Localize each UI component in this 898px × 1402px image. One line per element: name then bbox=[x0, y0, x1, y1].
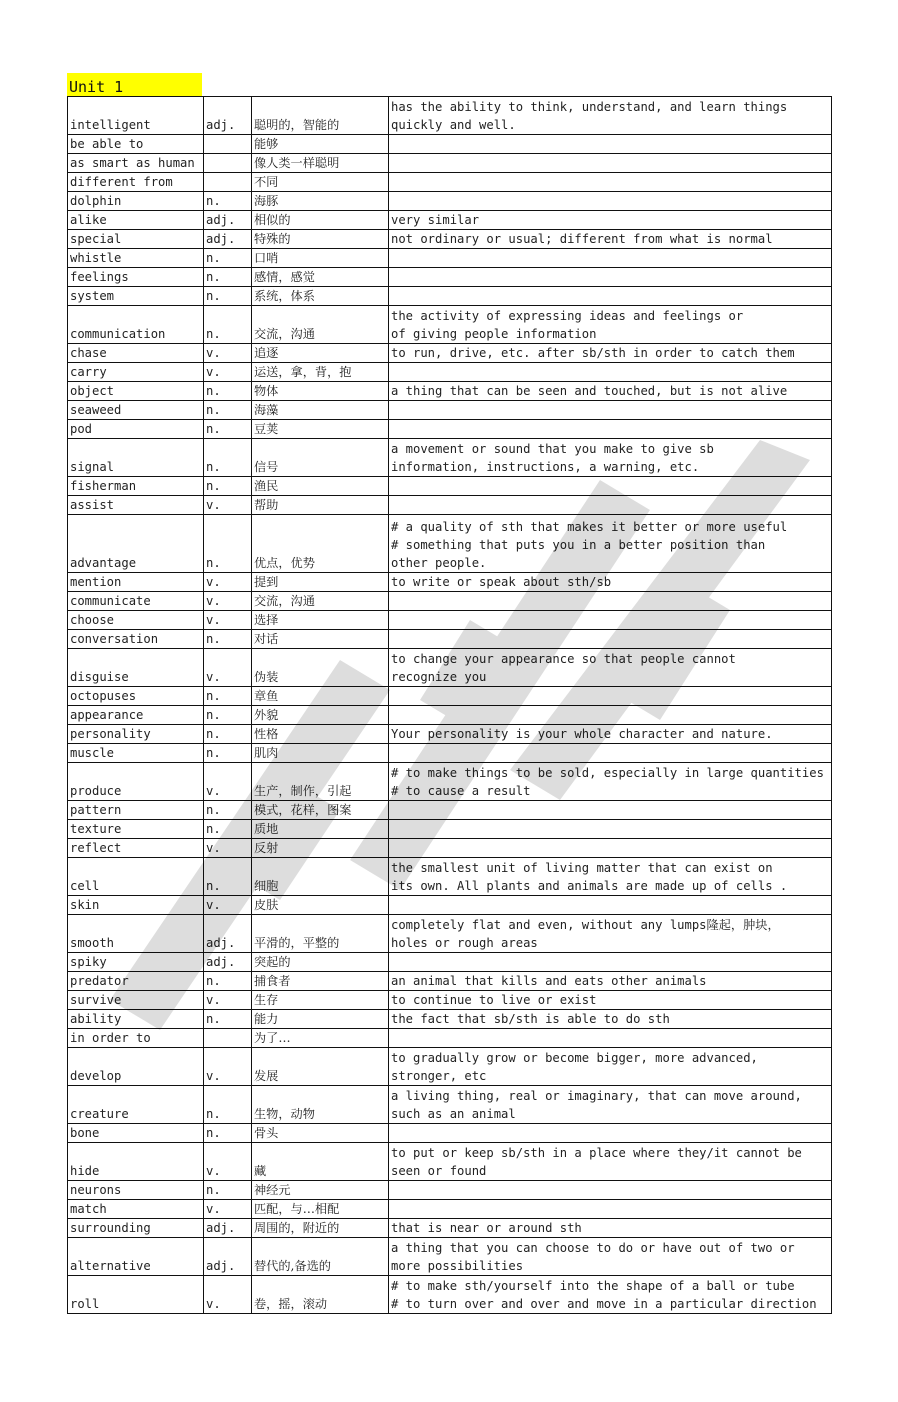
vocab-word: muscle bbox=[68, 744, 204, 763]
vocab-word: intelligent bbox=[68, 97, 204, 135]
part-of-speech: n. bbox=[204, 439, 252, 477]
vocab-word: personality bbox=[68, 725, 204, 744]
vocab-word: mention bbox=[68, 573, 204, 592]
vocab-word: spiky bbox=[68, 953, 204, 972]
vocab-word: conversation bbox=[68, 630, 204, 649]
part-of-speech: v. bbox=[204, 1143, 252, 1181]
vocab-word: reflect bbox=[68, 839, 204, 858]
vocab-word: disguise bbox=[68, 649, 204, 687]
table-row bbox=[68, 1181, 832, 1200]
table-row bbox=[68, 154, 832, 173]
english-definition bbox=[389, 420, 832, 439]
part-of-speech: adj. bbox=[204, 211, 252, 230]
chinese-meaning: 像人类一样聪明 bbox=[252, 154, 389, 173]
chinese-meaning: 外貌 bbox=[252, 706, 389, 725]
part-of-speech: v. bbox=[204, 344, 252, 363]
part-of-speech: v. bbox=[204, 573, 252, 592]
english-definition bbox=[389, 287, 832, 306]
table-row bbox=[68, 268, 832, 287]
part-of-speech: n. bbox=[204, 382, 252, 401]
part-of-speech: n. bbox=[204, 801, 252, 820]
table-row bbox=[68, 249, 832, 268]
english-definition bbox=[389, 744, 832, 763]
english-definition: a movement or sound that you make to give sb information, instructions, a warning, etc. bbox=[389, 439, 832, 477]
chinese-meaning: 交流，沟通 bbox=[252, 592, 389, 611]
vocab-word: fisherman bbox=[68, 477, 204, 496]
vocab-word: texture bbox=[68, 820, 204, 839]
chinese-meaning: 渔民 bbox=[252, 477, 389, 496]
chinese-meaning: 皮肤 bbox=[252, 896, 389, 915]
table-row bbox=[68, 192, 832, 211]
part-of-speech: v. bbox=[204, 649, 252, 687]
part-of-speech: v. bbox=[204, 839, 252, 858]
part-of-speech: n. bbox=[204, 249, 252, 268]
vocab-word: smooth bbox=[68, 915, 204, 953]
chinese-meaning: 生产，制作，引起 bbox=[252, 763, 389, 801]
part-of-speech: v. bbox=[204, 1200, 252, 1219]
chinese-meaning: 海藻 bbox=[252, 401, 389, 420]
chinese-meaning: 海豚 bbox=[252, 192, 389, 211]
table-row bbox=[68, 515, 832, 573]
chinese-meaning: 生存 bbox=[252, 991, 389, 1010]
english-definition bbox=[389, 1029, 832, 1048]
table-row bbox=[68, 858, 832, 896]
table-row bbox=[68, 573, 832, 592]
table-row bbox=[68, 97, 832, 135]
part-of-speech bbox=[204, 173, 252, 192]
part-of-speech: n. bbox=[204, 515, 252, 573]
part-of-speech: n. bbox=[204, 1010, 252, 1029]
english-definition bbox=[389, 953, 832, 972]
english-definition: a living thing, real or imaginary, that can move around, such as an animal bbox=[389, 1086, 832, 1124]
vocab-word: special bbox=[68, 230, 204, 249]
vocab-word: dolphin bbox=[68, 192, 204, 211]
english-definition: # to make sth/yourself into the shape of a ball or tube # to turn over and over and move in a particular direction bbox=[389, 1276, 832, 1314]
vocab-word: pod bbox=[68, 420, 204, 439]
vocab-word: match bbox=[68, 1200, 204, 1219]
table-row bbox=[68, 1200, 832, 1219]
english-definition: completely flat and even, without any lumps隆起，肿块， holes or rough areas bbox=[389, 915, 832, 953]
vocab-word: as smart as human bbox=[68, 154, 204, 173]
part-of-speech: v. bbox=[204, 763, 252, 801]
chinese-meaning: 卷，摇，滚动 bbox=[252, 1276, 389, 1314]
english-definition: to run, drive, etc. after sb/sth in order to catch them bbox=[389, 344, 832, 363]
table-row bbox=[68, 135, 832, 154]
vocab-word: ability bbox=[68, 1010, 204, 1029]
english-definition bbox=[389, 363, 832, 382]
english-definition: to change your appearance so that people cannot recognize you bbox=[389, 649, 832, 687]
table-row bbox=[68, 477, 832, 496]
table-row bbox=[68, 801, 832, 820]
chinese-meaning: 生物，动物 bbox=[252, 1086, 389, 1124]
table-row bbox=[68, 592, 832, 611]
english-definition: to write or speak about sth/sb bbox=[389, 573, 832, 592]
vocab-word: advantage bbox=[68, 515, 204, 573]
english-definition bbox=[389, 820, 832, 839]
table-row bbox=[68, 1124, 832, 1143]
chinese-meaning: 特殊的 bbox=[252, 230, 389, 249]
table-row bbox=[68, 611, 832, 630]
english-definition: a thing that can be seen and touched, but is not alive bbox=[389, 382, 832, 401]
english-definition: the fact that sb/sth is able to do sth bbox=[389, 1010, 832, 1029]
part-of-speech: adj. bbox=[204, 1219, 252, 1238]
vocab-word: alike bbox=[68, 211, 204, 230]
vocab-word: whistle bbox=[68, 249, 204, 268]
part-of-speech: v. bbox=[204, 363, 252, 382]
part-of-speech: n. bbox=[204, 192, 252, 211]
chinese-meaning: 相似的 bbox=[252, 211, 389, 230]
table-row bbox=[68, 744, 832, 763]
part-of-speech: v. bbox=[204, 611, 252, 630]
vocab-word: be able to bbox=[68, 135, 204, 154]
english-definition: not ordinary or usual; different from what is normal bbox=[389, 230, 832, 249]
english-definition bbox=[389, 268, 832, 287]
table-row bbox=[68, 687, 832, 706]
chinese-meaning: 周围的，附近的 bbox=[252, 1219, 389, 1238]
table-row bbox=[68, 344, 832, 363]
vocab-word: surrounding bbox=[68, 1219, 204, 1238]
chinese-meaning: 感情，感觉 bbox=[252, 268, 389, 287]
part-of-speech: n. bbox=[204, 744, 252, 763]
part-of-speech: n. bbox=[204, 1124, 252, 1143]
part-of-speech: n. bbox=[204, 972, 252, 991]
english-definition bbox=[389, 1124, 832, 1143]
vocab-word: object bbox=[68, 382, 204, 401]
english-definition: to gradually grow or become bigger, more advanced, stronger, etc bbox=[389, 1048, 832, 1086]
chinese-meaning: 藏 bbox=[252, 1143, 389, 1181]
chinese-meaning: 章鱼 bbox=[252, 687, 389, 706]
english-definition: the activity of expressing ideas and feelings or of giving people information bbox=[389, 306, 832, 344]
part-of-speech: v. bbox=[204, 496, 252, 515]
table-row bbox=[68, 991, 832, 1010]
table-row bbox=[68, 287, 832, 306]
part-of-speech: v. bbox=[204, 1048, 252, 1086]
chinese-meaning: 肌肉 bbox=[252, 744, 389, 763]
vocab-word: feelings bbox=[68, 268, 204, 287]
chinese-meaning: 性格 bbox=[252, 725, 389, 744]
part-of-speech: n. bbox=[204, 1181, 252, 1200]
chinese-meaning: 系统，体系 bbox=[252, 287, 389, 306]
english-definition bbox=[389, 630, 832, 649]
vocab-word: appearance bbox=[68, 706, 204, 725]
part-of-speech: n. bbox=[204, 706, 252, 725]
english-definition bbox=[389, 687, 832, 706]
chinese-meaning: 匹配，与…相配 bbox=[252, 1200, 389, 1219]
english-definition: an animal that kills and eats other animals bbox=[389, 972, 832, 991]
english-definition bbox=[389, 401, 832, 420]
chinese-meaning: 物体 bbox=[252, 382, 389, 401]
table-row bbox=[68, 1143, 832, 1181]
chinese-meaning: 突起的 bbox=[252, 953, 389, 972]
vocab-word: skin bbox=[68, 896, 204, 915]
table-row bbox=[68, 496, 832, 515]
english-definition: # a quality of sth that makes it better or more useful # something that puts you in a better position than other people. bbox=[389, 515, 832, 573]
table-row bbox=[68, 211, 832, 230]
part-of-speech: n. bbox=[204, 401, 252, 420]
chinese-meaning: 不同 bbox=[252, 173, 389, 192]
english-definition bbox=[389, 135, 832, 154]
table-row bbox=[68, 972, 832, 991]
vocab-word: choose bbox=[68, 611, 204, 630]
table-row bbox=[68, 1238, 832, 1276]
part-of-speech: n. bbox=[204, 630, 252, 649]
english-definition: very similar bbox=[389, 211, 832, 230]
chinese-meaning: 为了… bbox=[252, 1029, 389, 1048]
table-row bbox=[68, 173, 832, 192]
table-row bbox=[68, 1048, 832, 1086]
part-of-speech bbox=[204, 135, 252, 154]
chinese-meaning: 选择 bbox=[252, 611, 389, 630]
chinese-meaning: 骨头 bbox=[252, 1124, 389, 1143]
part-of-speech: adj. bbox=[204, 230, 252, 249]
table-row bbox=[68, 420, 832, 439]
part-of-speech: adj. bbox=[204, 953, 252, 972]
table-row bbox=[68, 363, 832, 382]
chinese-meaning: 优点，优势 bbox=[252, 515, 389, 573]
vocab-word: bone bbox=[68, 1124, 204, 1143]
chinese-meaning: 能力 bbox=[252, 1010, 389, 1029]
part-of-speech: v. bbox=[204, 896, 252, 915]
vocab-word: different from bbox=[68, 173, 204, 192]
english-definition: the smallest unit of living matter that can exist on its own. All plants and animals are made up of cells . bbox=[389, 858, 832, 896]
vocab-word: neurons bbox=[68, 1181, 204, 1200]
chinese-meaning: 细胞 bbox=[252, 858, 389, 896]
chinese-meaning: 神经元 bbox=[252, 1181, 389, 1200]
vocab-word: predator bbox=[68, 972, 204, 991]
english-definition bbox=[389, 1181, 832, 1200]
vocab-word: produce bbox=[68, 763, 204, 801]
chinese-meaning: 追逐 bbox=[252, 344, 389, 363]
table-row bbox=[68, 1219, 832, 1238]
vocab-word: assist bbox=[68, 496, 204, 515]
part-of-speech: n. bbox=[204, 287, 252, 306]
part-of-speech: n. bbox=[204, 1086, 252, 1124]
chinese-meaning: 帮助 bbox=[252, 496, 389, 515]
chinese-meaning: 提到 bbox=[252, 573, 389, 592]
vocab-word: pattern bbox=[68, 801, 204, 820]
vocab-word: develop bbox=[68, 1048, 204, 1086]
english-definition bbox=[389, 173, 832, 192]
table-row bbox=[68, 1086, 832, 1124]
vocab-word: creature bbox=[68, 1086, 204, 1124]
english-definition bbox=[389, 801, 832, 820]
english-definition bbox=[389, 154, 832, 173]
part-of-speech: v. bbox=[204, 991, 252, 1010]
english-definition bbox=[389, 496, 832, 515]
vocab-word: communicate bbox=[68, 592, 204, 611]
vocab-word: carry bbox=[68, 363, 204, 382]
table-row bbox=[68, 820, 832, 839]
vocabulary-table bbox=[67, 96, 832, 1314]
english-definition bbox=[389, 839, 832, 858]
part-of-speech: adj. bbox=[204, 915, 252, 953]
chinese-meaning: 信号 bbox=[252, 439, 389, 477]
part-of-speech bbox=[204, 154, 252, 173]
table-row bbox=[68, 630, 832, 649]
table-row bbox=[68, 953, 832, 972]
table-row bbox=[68, 763, 832, 801]
chinese-meaning: 聪明的，智能的 bbox=[252, 97, 389, 135]
part-of-speech: adj. bbox=[204, 1238, 252, 1276]
english-definition bbox=[389, 249, 832, 268]
english-definition: to continue to live or exist bbox=[389, 991, 832, 1010]
table-row bbox=[68, 401, 832, 420]
part-of-speech: v. bbox=[204, 592, 252, 611]
vocab-word: cell bbox=[68, 858, 204, 896]
vocab-word: seaweed bbox=[68, 401, 204, 420]
vocab-word: signal bbox=[68, 439, 204, 477]
english-definition bbox=[389, 477, 832, 496]
english-definition: # to make things to be sold, especially in large quantities # to cause a result bbox=[389, 763, 832, 801]
vocab-word: hide bbox=[68, 1143, 204, 1181]
english-definition bbox=[389, 896, 832, 915]
part-of-speech: adj. bbox=[204, 97, 252, 135]
vocab-word: roll bbox=[68, 1276, 204, 1314]
chinese-meaning: 交流，沟通 bbox=[252, 306, 389, 344]
chinese-meaning: 豆荚 bbox=[252, 420, 389, 439]
part-of-speech: n. bbox=[204, 420, 252, 439]
english-definition bbox=[389, 706, 832, 725]
english-definition: that is near or around sth bbox=[389, 1219, 832, 1238]
chinese-meaning: 伪装 bbox=[252, 649, 389, 687]
chinese-meaning: 能够 bbox=[252, 135, 389, 154]
table-row bbox=[68, 230, 832, 249]
chinese-meaning: 对话 bbox=[252, 630, 389, 649]
chinese-meaning: 替代的,备选的 bbox=[252, 1238, 389, 1276]
chinese-meaning: 模式，花样，图案 bbox=[252, 801, 389, 820]
vocab-word: alternative bbox=[68, 1238, 204, 1276]
vocab-word: communication bbox=[68, 306, 204, 344]
table-row bbox=[68, 839, 832, 858]
part-of-speech: v. bbox=[204, 1276, 252, 1314]
table-row bbox=[68, 1010, 832, 1029]
chinese-meaning: 运送，拿，背，抱 bbox=[252, 363, 389, 382]
english-definition: to put or keep sb/sth in a place where they/it cannot be seen or found bbox=[389, 1143, 832, 1181]
part-of-speech: n. bbox=[204, 306, 252, 344]
table-row bbox=[68, 1029, 832, 1048]
chinese-meaning: 口哨 bbox=[252, 249, 389, 268]
english-definition: a thing that you can choose to do or have out of two or more possibilities bbox=[389, 1238, 832, 1276]
vocab-word: in order to bbox=[68, 1029, 204, 1048]
part-of-speech: n. bbox=[204, 820, 252, 839]
chinese-meaning: 发展 bbox=[252, 1048, 389, 1086]
table-row bbox=[68, 382, 832, 401]
english-definition: has the ability to think, understand, and learn things quickly and well. bbox=[389, 97, 832, 135]
vocabulary-table-body bbox=[68, 97, 832, 1314]
part-of-speech: n. bbox=[204, 268, 252, 287]
chinese-meaning: 质地 bbox=[252, 820, 389, 839]
chinese-meaning: 捕食者 bbox=[252, 972, 389, 991]
english-definition bbox=[389, 1200, 832, 1219]
part-of-speech bbox=[204, 1029, 252, 1048]
table-row bbox=[68, 306, 832, 344]
part-of-speech: n. bbox=[204, 725, 252, 744]
unit-title: Unit 1 bbox=[67, 73, 202, 96]
table-row bbox=[68, 706, 832, 725]
chinese-meaning: 平滑的，平整的 bbox=[252, 915, 389, 953]
table-row bbox=[68, 725, 832, 744]
table-row bbox=[68, 896, 832, 915]
table-row bbox=[68, 649, 832, 687]
english-definition: Your personality is your whole character and nature. bbox=[389, 725, 832, 744]
vocab-word: survive bbox=[68, 991, 204, 1010]
part-of-speech: n. bbox=[204, 858, 252, 896]
english-definition bbox=[389, 611, 832, 630]
vocab-word: octopuses bbox=[68, 687, 204, 706]
part-of-speech: n. bbox=[204, 477, 252, 496]
english-definition bbox=[389, 192, 832, 211]
table-row bbox=[68, 439, 832, 477]
english-definition bbox=[389, 592, 832, 611]
part-of-speech: n. bbox=[204, 687, 252, 706]
table-row bbox=[68, 915, 832, 953]
chinese-meaning: 反射 bbox=[252, 839, 389, 858]
table-row bbox=[68, 1276, 832, 1314]
vocab-word: chase bbox=[68, 344, 204, 363]
vocab-word: system bbox=[68, 287, 204, 306]
